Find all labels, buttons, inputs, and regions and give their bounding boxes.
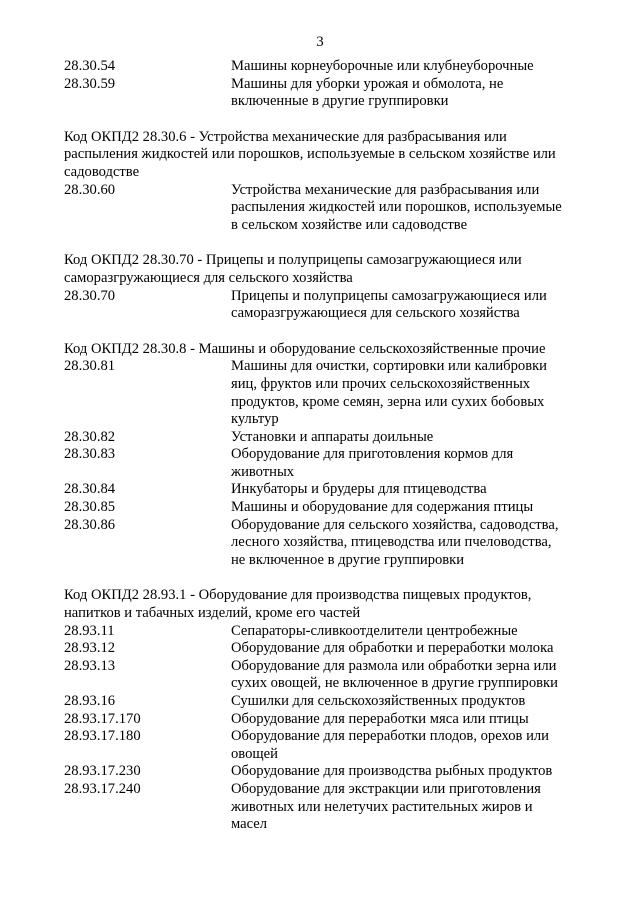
okpd-code: 28.93.13 xyxy=(64,657,116,674)
description-line: Оборудование для переработки мяса или птицы xyxy=(231,710,529,727)
okpd-code: 28.30.86 xyxy=(64,516,116,533)
heading-line: Код ОКПД2 28.30.6 - Устройства механические для разбрасывания или xyxy=(64,128,507,145)
description-line: в сельском хозяйстве или садоводстве xyxy=(231,216,468,233)
description-line: Оборудование для переработки плодов, орехов или xyxy=(231,728,549,745)
code-row xyxy=(64,711,584,729)
description-line: Сепараторы-сливкоотделители центробежные xyxy=(231,622,518,639)
heading-line: Код ОКПД2 28.93.1 - Оборудование для производства пищевых продуктов, xyxy=(64,587,532,604)
section-heading xyxy=(64,252,584,287)
code-row xyxy=(64,288,584,323)
heading-line: садоводстве xyxy=(64,163,140,180)
heading-line: Код ОКПД2 28.30.8 - Машины и оборудование сельскохозяйственные прочие xyxy=(64,340,546,357)
okpd-section xyxy=(64,587,584,833)
code-description xyxy=(231,517,584,570)
code-description xyxy=(231,623,584,641)
description-line: Оборудование для обработки и переработки молока xyxy=(231,640,554,657)
code-row xyxy=(64,517,584,570)
okpd-code: 28.30.83 xyxy=(64,446,116,463)
description-line: Инкубаторы и брудеры для птицеводства xyxy=(231,481,487,498)
code-row xyxy=(64,623,584,641)
code-description xyxy=(231,658,584,693)
okpd-code: 28.30.60 xyxy=(64,181,116,198)
code-row xyxy=(64,763,584,781)
code-description xyxy=(231,481,584,499)
code-description xyxy=(231,288,584,323)
okpd-code: 28.30.59 xyxy=(64,75,116,92)
code-description xyxy=(231,76,584,111)
code-row xyxy=(64,640,584,658)
description-line: Машины и оборудование для содержания птицы xyxy=(231,499,534,516)
code-row xyxy=(64,182,584,235)
description-line: продуктов, кроме семян, зерна или сухих бобовых xyxy=(231,393,545,410)
code-description xyxy=(231,711,584,729)
description-line: включенные в другие группировки xyxy=(231,93,449,110)
code-row xyxy=(64,76,584,111)
okpd-code: 28.30.70 xyxy=(64,287,116,304)
code-description xyxy=(231,763,584,781)
code-description xyxy=(231,58,584,76)
document-body xyxy=(64,58,584,852)
heading-line: распыления жидкостей или порошков, используемые в сельском хозяйстве или xyxy=(64,146,556,163)
code-description xyxy=(231,499,584,517)
description-line: Машины для уборки урожая и обмолота, не xyxy=(231,75,504,92)
description-line: животных xyxy=(231,463,295,480)
heading-line: напитков и табачных изделий, кроме его частей xyxy=(64,605,361,622)
description-line: сухих овощей, не включенное в другие группировки xyxy=(231,675,558,692)
okpd-code: 28.30.85 xyxy=(64,499,116,516)
code-row xyxy=(64,728,584,763)
okpd-section xyxy=(64,252,584,322)
heading-line: Код ОКПД2 28.30.70 - Прицепы и полуприцепы самозагружающиеся или xyxy=(64,252,522,269)
description-line: культур xyxy=(231,411,279,428)
code-row xyxy=(64,429,584,447)
description-line: масел xyxy=(231,816,268,833)
code-description xyxy=(231,640,584,658)
code-description xyxy=(231,182,584,235)
description-line: Машины для очистки, сортировки или калибровки xyxy=(231,358,547,375)
okpd-code: 28.93.16 xyxy=(64,693,116,709)
code-description xyxy=(231,781,584,834)
section-heading xyxy=(64,129,584,182)
description-line: Устройства механические для разбрасывания или xyxy=(231,181,540,198)
description-line: Оборудование для сельского хозяйства, садоводства, xyxy=(231,516,559,533)
description-line: Оборудование для размола или обработки зерна или xyxy=(231,657,557,674)
description-line: животных или нелетучих растительных жиров и xyxy=(231,798,533,815)
code-description xyxy=(231,693,584,711)
okpd-code: 28.93.17.180 xyxy=(64,728,141,745)
description-line: не включенное в другие группировки xyxy=(231,551,465,568)
okpd-code: 28.30.82 xyxy=(64,428,116,445)
description-line: Машины корнеуборочные или клубнеуборочные xyxy=(231,58,534,74)
okpd-section xyxy=(64,58,584,111)
code-description xyxy=(231,728,584,763)
description-line: Оборудование для экстракции или приготовления xyxy=(231,780,541,797)
section-heading xyxy=(64,341,584,359)
heading-line: саморазгружающиеся для сельского хозяйства xyxy=(64,269,353,286)
okpd-section xyxy=(64,129,584,235)
description-line: лесного хозяйства, птицеводства или пчеловодства, xyxy=(231,534,552,551)
okpd-code: 28.30.54 xyxy=(64,58,116,74)
code-row xyxy=(64,499,584,517)
code-description xyxy=(231,358,584,428)
description-line: овощей xyxy=(231,745,278,762)
okpd-code: 28.93.11 xyxy=(64,622,115,639)
description-line: Прицепы и полуприцепы самозагружающиеся или xyxy=(231,287,547,304)
code-row xyxy=(64,446,584,481)
okpd-code: 28.93.17.230 xyxy=(64,763,141,780)
description-line: Установки и аппараты доильные xyxy=(231,428,434,445)
okpd-code: 28.30.81 xyxy=(64,358,116,375)
description-line: яиц, фруктов или прочих сельскохозяйственных xyxy=(231,375,531,392)
code-row xyxy=(64,658,584,693)
section-heading xyxy=(64,587,584,622)
okpd-code: 28.93.17.170 xyxy=(64,710,141,727)
okpd-code: 28.93.12 xyxy=(64,640,116,657)
code-description xyxy=(231,429,584,447)
description-line: Оборудование для производства рыбных продуктов xyxy=(231,763,553,780)
code-row xyxy=(64,58,584,76)
code-row xyxy=(64,781,584,834)
code-description xyxy=(231,446,584,481)
code-row xyxy=(64,358,584,428)
okpd-code: 28.30.84 xyxy=(64,481,116,498)
code-row xyxy=(64,693,584,711)
code-row xyxy=(64,481,584,499)
okpd-section xyxy=(64,341,584,570)
page-number: 3 xyxy=(316,34,324,50)
description-line: Сушилки для сельскохозяйственных продуктов xyxy=(231,693,526,709)
description-line: Оборудование для приготовления кормов для xyxy=(231,446,514,463)
description-line: саморазгружающиеся для сельского хозяйства xyxy=(231,305,520,322)
description-line: распыления жидкостей или порошков, используемые xyxy=(231,199,562,216)
okpd-code: 28.93.17.240 xyxy=(64,780,141,797)
